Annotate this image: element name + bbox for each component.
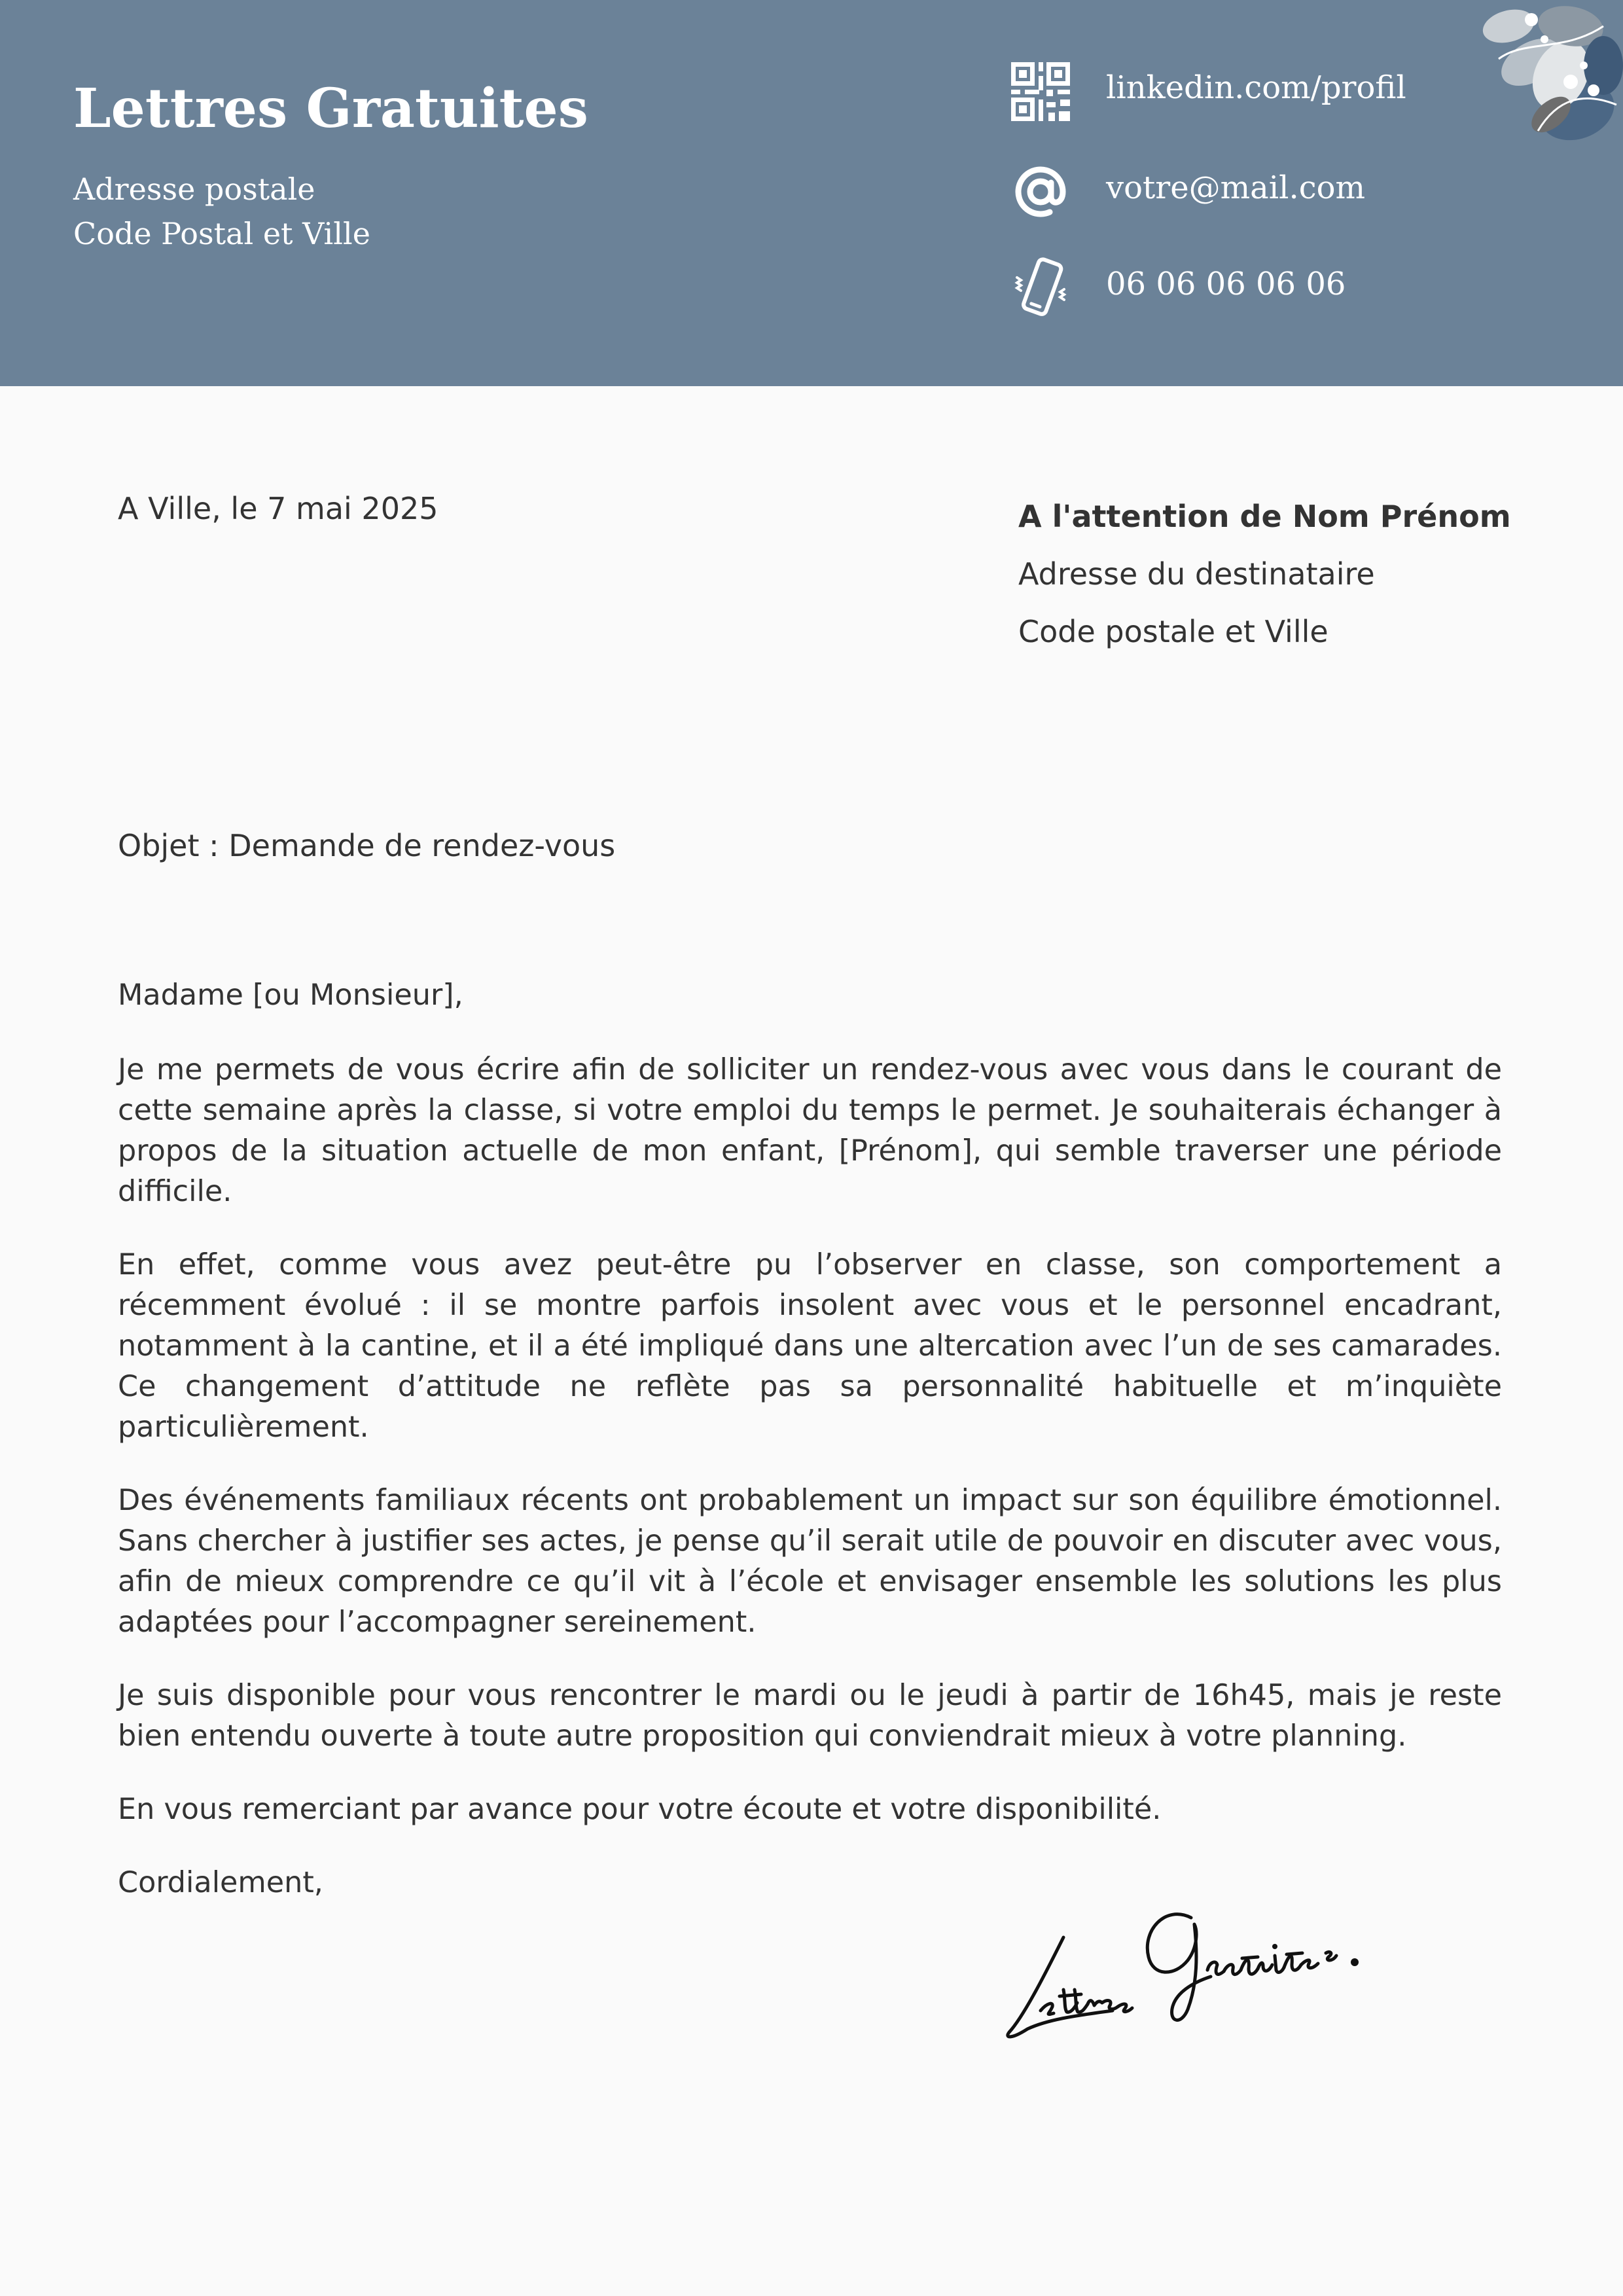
paragraph-2: En effet, comme vous avez peut-être pu l’observer en classe, son comportement a récemment évolué : il se montre parfois insolent avec vous et le personnel encadrant, notamment à la cantine, et il a été impliqué dans une altercation avec l’un de ses camarades. Ce changement d’attitude ne reflète pas sa personnalité habituelle et m’inquiète particulièrement. (118, 1248, 1502, 1444)
at-sign-icon (1008, 159, 1073, 224)
phone-text: 06 06 06 06 06 (1106, 266, 1346, 302)
phone-icon (1008, 255, 1073, 321)
recipient-address: Adresse du destinataire (1018, 556, 1375, 592)
recipient-name: A l'attention de Nom Prénom (1018, 499, 1511, 534)
letter-subject: Objet : Demande de rendez-vous (118, 828, 616, 863)
email-text: votre@mail.com (1106, 170, 1366, 206)
paragraph-1: Je me permets de vous écrire afin de solliciter un rendez-vous avec vous dans le courant de cette semaine après la classe, si votre emploi du temps le permet. Je souhaiterais échanger à propos de la situation actuelle de mon enfant, [Prénom], qui semble traverser une période difficile. (118, 1053, 1502, 1208)
contact-linkedin (1008, 59, 1466, 124)
contact-phone (1008, 255, 1466, 321)
paragraph-4: Je suis disponible pour vous rencontrer le mardi ou le jeudi à partir de 16h45, mais je reste bien entendu ouverte à toute autre proposition qui conviendrait mieux à votre planning. (118, 1679, 1502, 1753)
floral-decoration (1472, 0, 1623, 157)
letter-body (118, 975, 1502, 1936)
handwritten-signature (1001, 1892, 1381, 2055)
recipient-block (1018, 488, 1511, 660)
closing: Cordialement, (118, 1866, 323, 1899)
letter-header (0, 0, 1623, 386)
qr-code-icon (1008, 59, 1073, 124)
sender-name: Lettres Gratuites (73, 77, 588, 140)
paragraph-5: En vous remerciant par avance pour votre écoute et votre disponibilité. (118, 1793, 1162, 1826)
sender-city: Code Postal et Ville (73, 216, 370, 251)
place-date: A Ville, le 7 mai 2025 (118, 491, 438, 526)
contact-email (1008, 159, 1466, 224)
linkedin-text: linkedin.com/profil (1106, 69, 1406, 106)
recipient-city: Code postale et Ville (1018, 614, 1329, 649)
sender-address: Adresse postale (73, 171, 315, 207)
paragraph-3: Des événements familiaux récents ont probablement un impact sur son équilibre émotionnel. Sans chercher à justifier ses actes, je pense qu’il serait utile de pouvoir en discuter avec vous, afin de mieux comprendre ce qu’il vit à l’école et envisager ensemble les solutions les plus adaptées pour l’accompagner sereinement. (118, 1484, 1502, 1639)
salutation: Madame [ou Monsieur], (118, 978, 463, 1012)
